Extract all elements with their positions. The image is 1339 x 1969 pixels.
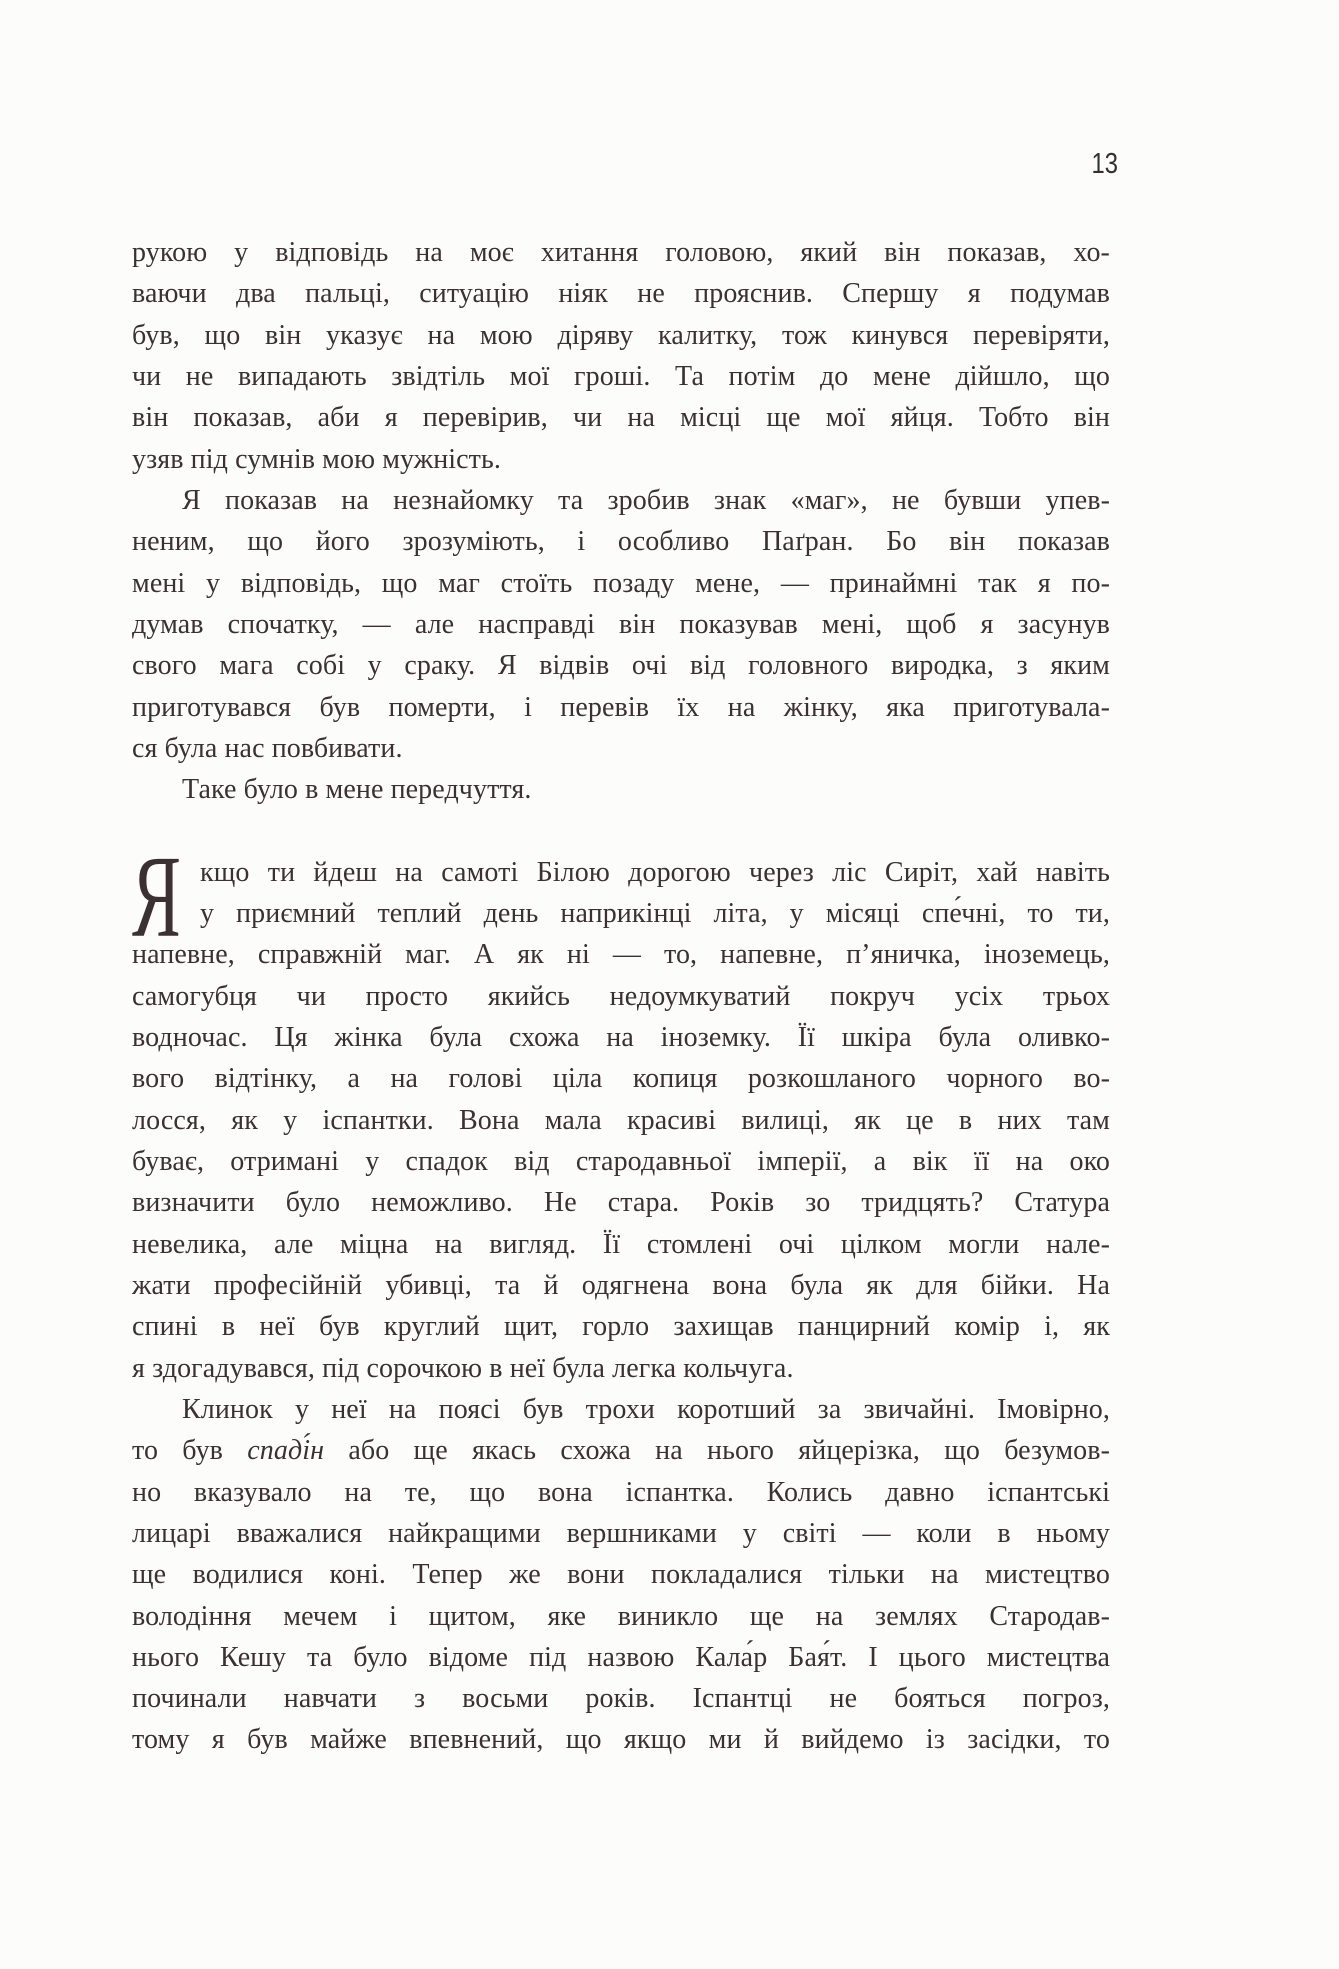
text-line: чи не випадають звідтіль мої гроші. Та потім до мене дійшло, що <box>132 360 1110 392</box>
text-line: водночас. Ця жінка була схожа на іноземку. Її шкіра була оливко- <box>132 1021 1110 1053</box>
text-line <box>132 1430 1110 1471</box>
text-line: був, що він указує на мою діряву калитку, тож кинувся перевіряти, <box>132 319 1110 351</box>
text-line: приготувався був померти, і перевів їх на жінку, яка приготувала- <box>132 691 1110 723</box>
text-line: но вказувало на те, що вона іспантка. Колись давно іспантські <box>132 1476 1110 1508</box>
italic-term: спаді́н <box>247 1435 325 1467</box>
text-block <box>132 232 1110 1761</box>
text-line: самогубця чи просто якийсь недоумкуватий покруч усіх трьох <box>132 980 1110 1012</box>
text-line: узяв під сумнів мою мужність. <box>132 443 501 475</box>
text-line: він показав, аби я перевірив, чи на місці ще мої яйця. Тобто він <box>132 402 1110 434</box>
drop-cap: Я <box>132 830 181 962</box>
text-line: ще водилися коні. Тепер же вони покладалися тільки на мистецтво <box>132 1559 1110 1591</box>
text-line: Клинок у неї на поясі був трохи коротший за звичайні. Імовірно, <box>182 1393 1110 1425</box>
text-line: мені у відповідь, що маг стоїть позаду мене, — принаймні так я по- <box>132 567 1110 599</box>
text-line: нього Кешу та було відоме під назвою Кала́р Бая́т. І цього мистецтва <box>132 1641 1110 1673</box>
text-line: лицарі вважалися найкращими вершниками у світі — коли в ньому <box>132 1517 1110 1549</box>
text-line: починали навчати з восьми років. Іспантці не бояться погроз, <box>132 1683 1110 1715</box>
page-number: 13 <box>1091 148 1118 180</box>
text-line: неним, що його зрозуміють, і особливо Паґран. Бо він показав <box>132 526 1110 558</box>
text-line: я здогадувався, під сорочкою в неї була легка кольчуга. <box>132 1352 794 1384</box>
text-line: думав спочатку, — але насправді він показував мені, щоб я засунув <box>132 608 1110 640</box>
text-line: буває, отримані у спадок від стародавньої імперії, а вік її на око <box>132 1145 1110 1177</box>
text-line: Я показав на незнайомку та зробив знак «маг», не бувши упев- <box>182 484 1110 516</box>
text-line: жати професійній убивці, та й одягнена вона була як для бійки. На <box>132 1269 1110 1301</box>
text-line: ся була нас повбивати. <box>132 732 403 764</box>
text-line: напевне, справжній маг. А як ні — то, напевне, п’яничка, іноземець, <box>132 939 1110 971</box>
text-segment: або ще якась схожа на нього яйцерізка, що безумов- <box>324 1435 1111 1467</box>
text-segment: то був <box>132 1435 248 1467</box>
text-line: тому я був майже впевнений, що якщо ми й вийдемо із засідки, то <box>132 1724 1110 1756</box>
text-line: кщо ти йдеш на самоті Білою дорогою через ліс Сиріт, хай навіть <box>200 856 1110 888</box>
paragraph <box>132 480 1110 769</box>
text-line: невелика, але міцна на вигляд. Її стомлені очі цілком могли нале- <box>132 1228 1110 1260</box>
text-line: спині в неї був круглий щит, горло захищав панцирний комір і, як <box>132 1311 1110 1343</box>
paragraph <box>132 1389 1110 1761</box>
text-line: у приємний теплий день наприкінці літа, у місяці спе́чні, то ти, <box>200 897 1110 929</box>
text-line: Таке було в мене передчуття. <box>182 774 532 806</box>
paragraph <box>132 769 1110 810</box>
text-line: вого відтінку, а на голові ціла копиця розкошланого чорного во- <box>132 1063 1110 1095</box>
text-line: володіння мечем і щитом, яке виникло ще на землях Стародав- <box>132 1600 1110 1632</box>
text-line: визначити було неможливо. Не стара. Років зо тридцять? Статура <box>132 1187 1110 1219</box>
paragraph <box>132 232 1110 480</box>
text-line: свого мага собі у сраку. Я відвів очі від головного виродка, з яким <box>132 650 1110 682</box>
text-line: ваючи два пальці, ситуацію ніяк не прояснив. Спершу я подумав <box>132 278 1110 310</box>
text-line: рукою у відповідь на моє хитання головою, який він показав, хо- <box>132 237 1110 268</box>
text-line: лосся, як у іспантки. Вона мала красиві вилиці, як це в них там <box>132 1104 1110 1136</box>
paragraph <box>132 830 1110 1389</box>
